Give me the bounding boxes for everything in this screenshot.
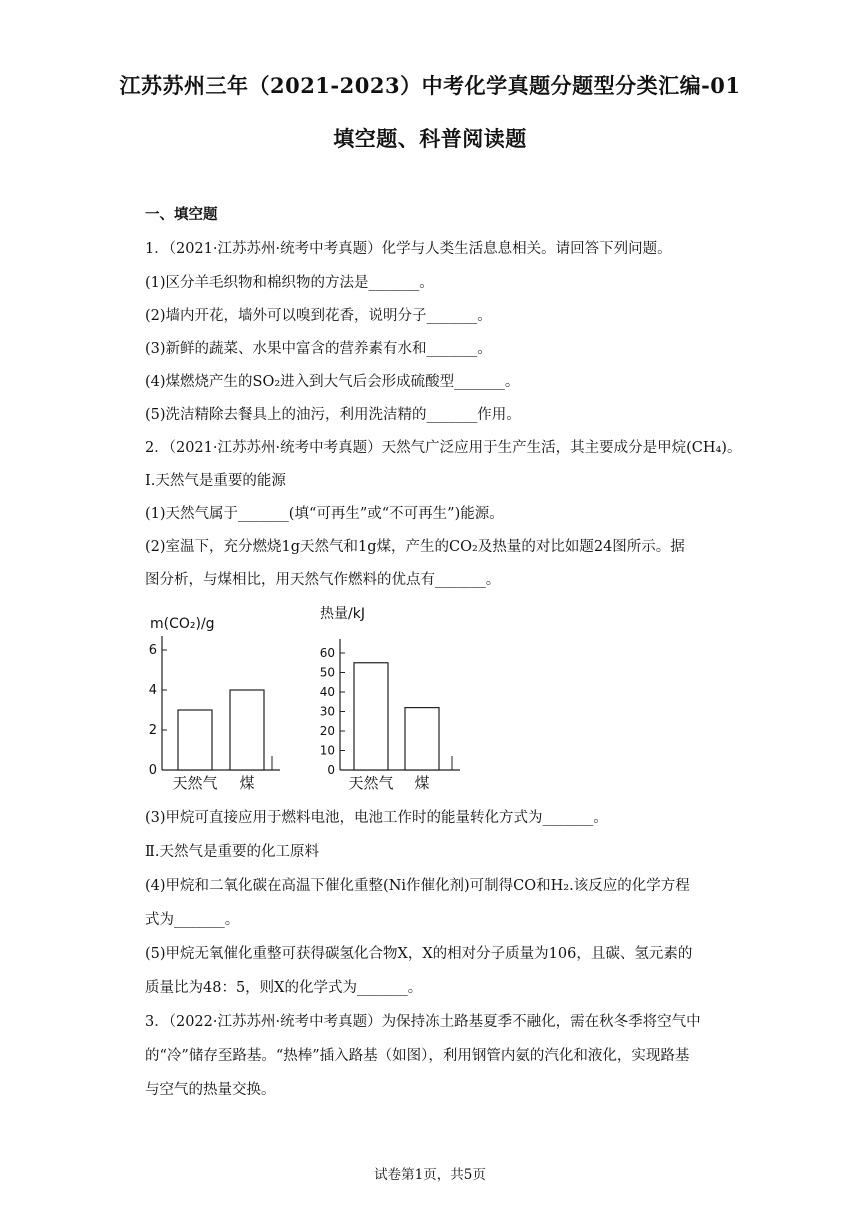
y-tick-label: 60: [319, 646, 335, 660]
bar-1: [178, 710, 212, 770]
question-1-part-3: (3)新鲜的蔬菜、水果中富含的营养素有水和_______。: [145, 341, 492, 357]
heat-bar-chart: [310, 598, 475, 795]
y-tick-label: 40: [319, 685, 335, 699]
y-tick-label: 0: [327, 763, 335, 777]
category-label: 天然气: [348, 774, 394, 792]
y-axis-label: 热量/kJ: [320, 606, 365, 622]
y-tick-label: 0: [148, 763, 157, 778]
question-2-part-5-line-2: 质量比为48：5，则X的化学式为_______。: [145, 980, 423, 996]
question-2-part-2-line-2: 图分析，与煤相比，用天然气作燃料的优点有_______。: [145, 572, 501, 588]
question-1-part-5: (5)洗洁精除去餐具上的油污，利用洗洁精的_______作用。: [145, 407, 521, 423]
y-tick-label: 2: [148, 723, 157, 738]
question-2-subheading-2: Ⅱ.天然气是重要的化工原料: [145, 844, 319, 860]
y-tick-label: 30: [319, 704, 335, 719]
question-3-stem-line-3: 与空气的热量交换。: [145, 1082, 276, 1098]
question-1-part-1: (1)区分羊毛织物和棉织物的方法是_______。: [145, 275, 434, 291]
category-label: 煤: [239, 774, 255, 792]
section-heading: 一、填空题: [145, 206, 218, 223]
question-1-part-2: (2)墙内开花，墙外可以嗅到花香，说明分子_______。: [145, 308, 492, 324]
y-tick-label: 20: [319, 724, 335, 738]
page-subtitle: 填空题、科普阅读题: [333, 126, 527, 151]
question-2-part-5-line-1: (5)甲烷无氧催化重整可获得碳氢化合物X，X的相对分子质量为106，且碳、氢元素的: [145, 946, 693, 962]
y-tick-label: 50: [319, 665, 335, 680]
question-2-stem: 2．（2021·江苏苏州·统考中考真题）天然气广泛应用于生产生活，其主要成分是甲烷(CH₄)。: [145, 440, 742, 456]
co2-mass-bar-chart: [140, 610, 300, 795]
y-tick-label: 4: [148, 683, 157, 698]
bar-2: [405, 708, 439, 770]
question-2-part-4-line-2: 式为_______。: [145, 912, 240, 928]
question-2-part-4-line-1: (4)甲烷和二氧化碳在高温下催化重整(Ni作催化剂)可制得CO和H₂.该反应的化学方程: [145, 878, 690, 894]
question-1-part-4: (4)煤燃烧产生的SO₂进入到大气后会形成硫酸型_______。: [145, 374, 520, 390]
question-2-part-1: (1)天然气属于_______(填“可再生”或“不可再生”)能源。: [145, 506, 504, 522]
question-3-stem-line-1: 3．（2022·江苏苏州·统考中考真题）为保持冻土路基夏季不融化，需在秋冬季将空气中: [145, 1014, 701, 1030]
y-tick-label: 10: [319, 743, 335, 758]
category-label: 煤: [414, 774, 430, 792]
question-3-stem-line-2: 的“冷”储存至路基。“热棒”插入路基（如图），利用钢管内氨的汽化和液化，实现路基: [145, 1048, 690, 1064]
y-axis-label: m(CO₂)/g: [150, 616, 215, 632]
y-tick-label: 6: [148, 643, 157, 658]
bar-1: [354, 663, 388, 770]
question-2-subheading-1: Ⅰ.天然气是重要的能源: [145, 473, 286, 489]
question-2-part-3: (3)甲烷可直接应用于燃料电池，电池工作时的能量转化方式为_______。: [145, 810, 608, 826]
page-title: 江苏苏州三年（2021-2023）中考化学真题分题型分类汇编-01: [119, 73, 741, 98]
page-footer: 试卷第1页，共5页: [374, 1167, 486, 1183]
category-label: 天然气: [172, 774, 218, 792]
question-2-part-2-line-1: (2)室温下，充分燃烧1g天然气和1g煤，产生的CO₂及热量的对比如题24图所示。据: [145, 539, 685, 555]
bar-2: [230, 690, 264, 770]
question-1-stem: 1．（2021·江苏苏州·统考中考真题）化学与人类生活息息相关。请回答下列问题。: [145, 241, 672, 257]
